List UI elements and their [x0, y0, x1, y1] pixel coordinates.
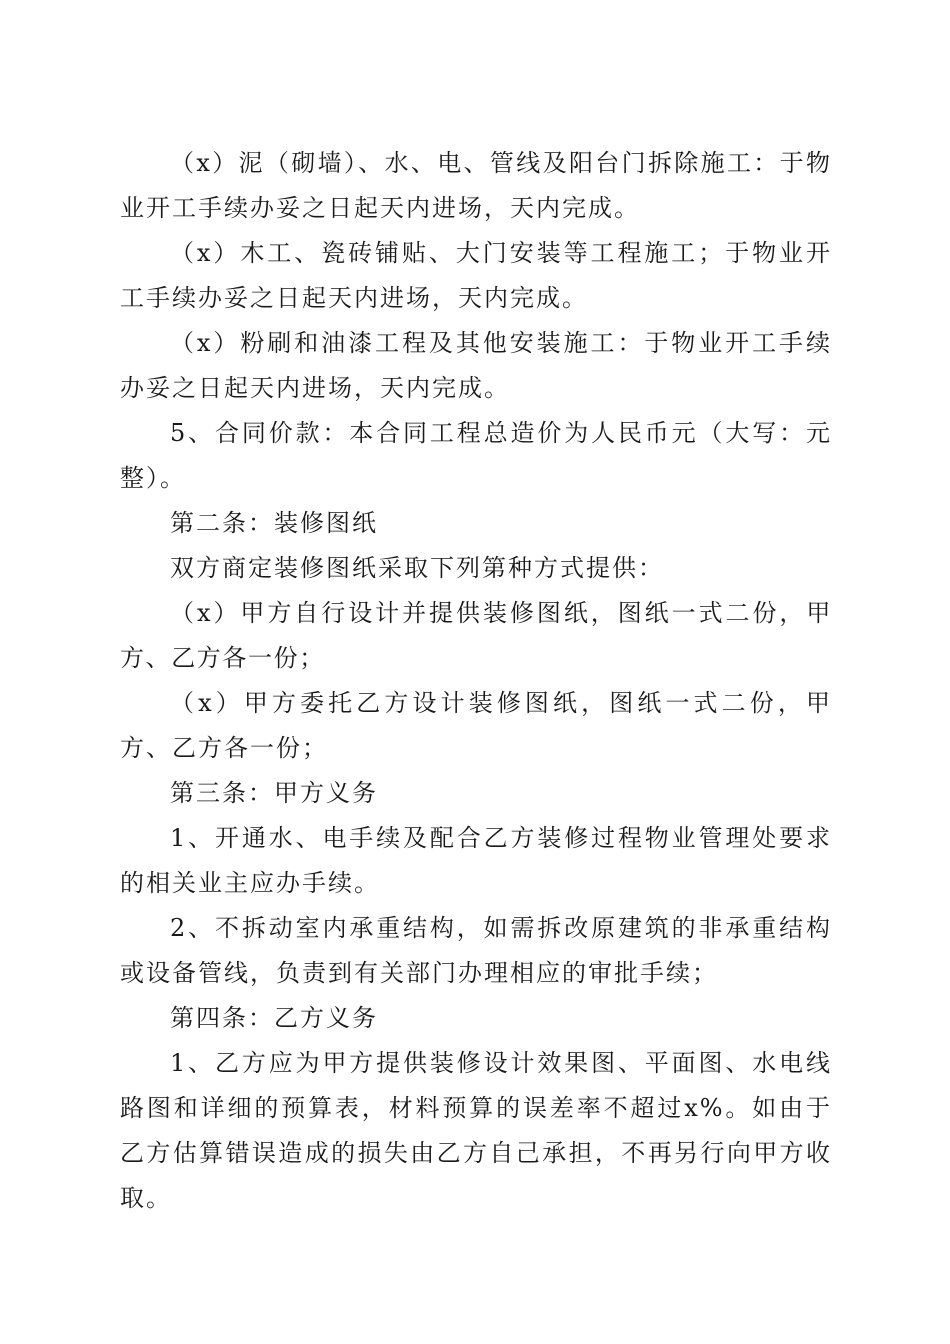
contract-body	[120, 141, 832, 1221]
clause-demolition-schedule: （x）泥（砌墙）、水、电、管线及阳台门拆除施工：于物业开工手续办妥之日起天内进场，天内完成。	[120, 149, 832, 222]
article-3-item-2: 2、不拆动室内承重结构，如需拆改原建筑的非承重结构或设备管线，负责到有关部门办理相应的审批手续；	[120, 914, 832, 987]
article-2-heading: 第二条：装修图纸	[170, 509, 378, 537]
article-2-option-self-design: （x）甲方自行设计并提供装修图纸，图纸一式二份，甲方、乙方各一份；	[120, 599, 832, 672]
article-4-heading: 第四条：乙方义务	[170, 1004, 378, 1032]
article-4-item-1: 1、乙方应为甲方提供装修设计效果图、平面图、水电线路图和详细的预算表，材料预算的误差率不超过x%。如由于乙方估算错误造成的损失由乙方自己承担，不再另行向甲方收取。	[120, 1049, 832, 1212]
article-2-intro: 双方商定装修图纸采取下列第种方式提供：	[170, 554, 664, 582]
article-3-heading: 第三条：甲方义务	[170, 779, 378, 807]
clause-contract-price: 5、合同价款：本合同工程总造价为人民币元（大写：元整）。	[120, 419, 832, 492]
clause-carpentry-schedule: （x）木工、瓷砖铺贴、大门安装等工程施工；于物业开工手续办妥之日起天内进场，天内完成。	[120, 239, 832, 312]
article-2-option-entrusted-design: （x）甲方委托乙方设计装修图纸，图纸一式二份，甲方、乙方各一份；	[120, 689, 832, 762]
clause-painting-schedule: （x）粉刷和油漆工程及其他安装施工：于物业开工手续办妥之日起天内进场，天内完成。	[120, 329, 832, 402]
article-3-item-1: 1、开通水、电手续及配合乙方装修过程物业管理处要求的相关业主应办手续。	[120, 824, 832, 897]
